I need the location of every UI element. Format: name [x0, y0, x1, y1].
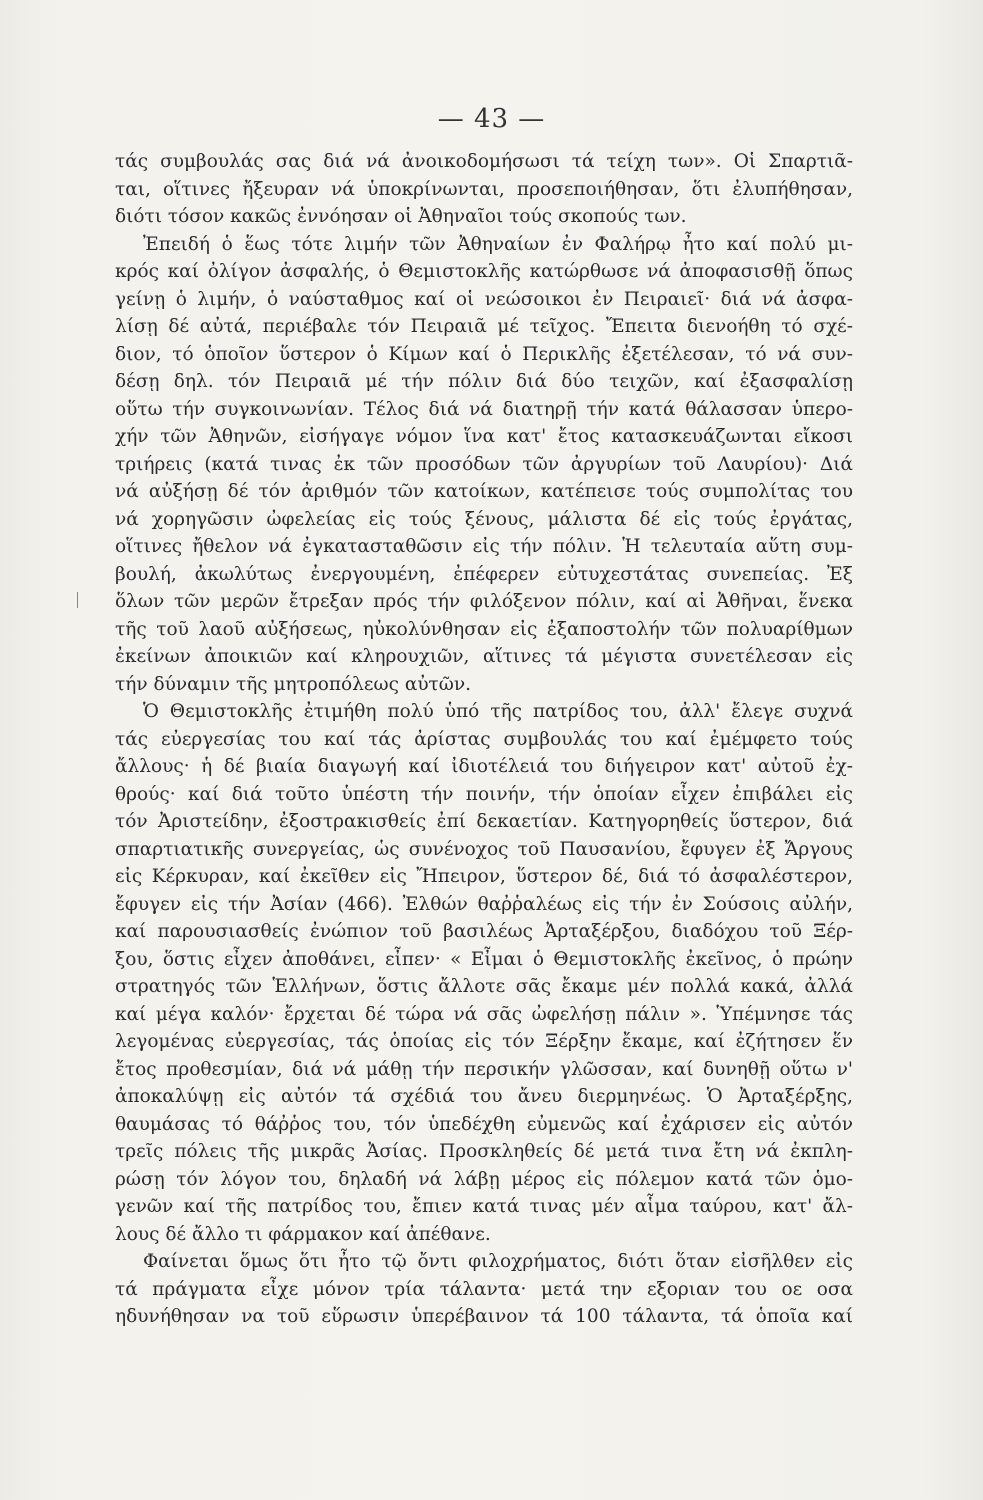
text-line: οὕτω τήν συγκοινωνίαν. Τέλος διά νά διατηρῇ τήν κατά θάλασσαν ὑπερο- [115, 398, 853, 420]
body-text [115, 148, 853, 1331]
margin-mark [77, 592, 78, 608]
text-line: λίσῃ δέ αὐτά, περιέβαλε τόν Πειραιᾶ μέ τεῖχος. Ἔπειτα διενοήθη τό σχέ- [115, 316, 853, 337]
text-line: τήν δύναμιν τῆς μητροπόλεως αὐτῶν. [115, 673, 472, 695]
text-line: στρατηγός τῶν Ἑλλήνων, ὅστις ἄλλοτε σᾶς ἔκαμε μέν πολλά κακά, ἀλλά [115, 976, 853, 997]
text-line: τρεῖς πόλεις τῆς μικρᾶς Ἀσίας. Προσκληθείς δέ μετά τινα ἔτη νά ἐκπλη- [115, 1141, 853, 1162]
text-line: διον, τό ὁποῖον ὕστερον ὁ Κίμων καί ὁ Περικλῆς ἐξετέλεσαν, τό νά συν- [115, 343, 853, 365]
text-line: τῆς τοῦ λαοῦ αὐξήσεως, ηὐκολύνθησαν εἰς ἐξαποστολήν τῶν πολυαρίθμων [115, 618, 853, 640]
page-number: — 43 — [437, 104, 546, 134]
text-line: θαυμάσας τό θάῤῥος του, τόν ὑπεδέχθη εὐμενῶς καί ἐχάρισεν εἰς αὐτόν [115, 1113, 853, 1135]
text-line: οἵτινες ἤθελον νά ἐγκατασταθῶσιν εἰς τήν πόλιν. Ἡ τελευταία αὕτη συμ- [115, 536, 853, 557]
text-line: ρώσῃ τόν λόγον του, δηλαδή νά λάβῃ μέρος εἰς πόλεμον κατά τῶν ὁμο- [115, 1168, 853, 1190]
text-line: τάς εὐεργεσίας του καί τάς ἀρίστας συμβουλάς του καί ἐμέμφετο τούς [115, 728, 853, 750]
text-line: τά πράγματα εἶχε μόνον τρία τάλαντα· μετά την εξοριαν του οε οσα [115, 1278, 853, 1300]
text-line: τόν Ἀριστείδην, ἐξοστρακισθείς ἐπί δεκαετίαν. Κατηγορηθείς ὕστερον, διά [115, 811, 853, 832]
text-line: διότι τόσον κακῶς ἐννόησαν οἱ Ἀθηναῖοι τούς σκοπούς των. [115, 206, 687, 227]
text-line: ἀποκαλύψῃ εἰς αὐτόν τά σχέδιά του ἄνευ διερμηνέως. Ὁ Ἀρταξέρξης, [115, 1086, 853, 1107]
paragraph-start-line: Ὁ Θεμιστοκλῆς ἐτιμήθη πολύ ὑπό τῆς πατρίδος του, ἀλλ' ἔλεγε συχνά [143, 701, 853, 722]
text-line: τάς συμβουλάς σας διά νά ἀνοικοδομήσωσι τά τείχη των». Οἱ Σπαρτιᾶ- [115, 151, 853, 172]
paragraph-start-line: Φαίνεται ὅμως ὅτι ἦτο τῷ ὄντι φιλοχρήματος, διότι ὅταν εἰσῆλθεν εἰς [143, 1251, 853, 1272]
text-line: νά αὐξήσῃ δέ τόν ἀριθμόν τῶν κατοίκων, κατέπεισε τούς συμπολίτας του [115, 481, 853, 502]
paragraph-start-line: Ἐπειδή ὁ ἕως τότε λιμήν τῶν Ἀθηναίων ἐν Φαλήρῳ ἦτο καί πολύ μι- [143, 233, 853, 255]
text-line: ὅλων τῶν μερῶν ἔτρεξαν πρός τήν φιλόξενον πόλιν, καί αἱ Ἀθῆναι, ἕνεκα [115, 591, 853, 612]
text-line: τριήρεις (κατά τινας ἐκ τῶν προσόδων τῶν ἀργυρίων τοῦ Λαυρίου)· Διά [115, 453, 853, 475]
text-line: κρός καί ὀλίγον ἀσφαλής, ὁ Θεμιστοκλῆς κατώρθωσε νά ἀποφασισθῇ ὅπως [115, 261, 853, 282]
text-line: ηδυνήθησαν να τοῦ εὕρωσιν ὑπερέβαινον τά 100 τάλαντα, τά ὁποῖα καί [115, 1306, 853, 1327]
text-line: εἰς Κέρκυραν, καί ἐκεῖθεν εἰς Ἤπειρον, ὕστερον δέ, διά τό ἀσφαλέστερον, [115, 866, 853, 887]
text-line: λεγομένας εὐεργεσίας, τάς ὁποίας εἰς τόν Ξέρξην ἔκαμε, καί ἐζήτησεν ἕν [115, 1031, 853, 1052]
text-line: ἄλλους· ἡ δέ βιαία διαγωγή καί ἰδιοτέλειά του διήγειρον κατ' αὐτοῦ ἐχ- [115, 756, 853, 777]
text-line: ἐκείνων ἀποικιῶν καί κληρουχιῶν, αἵτινες τά μέγιστα συνετέλεσαν εἰς [115, 646, 853, 667]
text-line: χήν τῶν Ἀθηνῶν, εἰσήγαγε νόμον ἵνα κατ' ἔτος κατασκευάζωνται εἴκοσι [115, 426, 853, 447]
text-line: λους δέ ἄλλο τι φάρμακον καί ἀπέθανε. [115, 1223, 491, 1245]
text-line: καί μέγα καλόν· ἔρχεται δέ τώρα νά σᾶς ὠφελήσῃ πάλιν ». Ὑπέμνησε τάς [115, 1003, 853, 1025]
text-line: ἔτος προθεσμίαν, διά νά μάθῃ τήν περσικήν γλῶσσαν, καί δυνηθῇ οὕτω ν' [115, 1058, 853, 1080]
text-line: βουλή, ἀκωλύτως ἐνεργουμένη, ἐπέφερεν εὐτυχεστάτας συνεπείας. Ἐξ [115, 563, 853, 585]
text-line: ἔφυγεν εἰς τήν Ἀσίαν (466). Ἐλθών θαῤῥαλέως εἰς τήν ἐν Σούσοις αὐλήν, [115, 893, 853, 915]
text-line: ται, οἵτινες ἤξευραν νά ὑποκρίνωνται, προσεποιήθησαν, ὅτι ἐλυπήθησαν, [115, 178, 853, 200]
text-line: σπαρτιατικῆς συνεργείας, ὡς συνένοχος τοῦ Παυσανίου, ἔφυγεν ἐξ Ἄργους [115, 838, 853, 860]
text-line: νά χορηγῶσιν ὠφελείας εἰς τούς ξένους, μάλιστα δέ εἰς τούς ἐργάτας, [115, 508, 853, 530]
text-line: καί παρουσιασθείς ἐνώπιον τοῦ βασιλέως Ἀρταξέρξου, διαδόχου τοῦ Ξέρ- [115, 921, 853, 942]
text-line: ξου, ὅστις εἶχεν ἀποθάνει, εἶπεν· « Εἶμαι ὁ Θεμιστοκλῆς ἐκεῖνος, ὁ πρώην [115, 948, 853, 970]
text-line: γενῶν καί τῆς πατρίδος του, ἔπιεν κατά τινας μέν αἷμα ταύρου, κατ' ἄλ- [115, 1196, 853, 1217]
text-line: δέσῃ δηλ. τόν Πειραιᾶ μέ τήν πόλιν διά δύο τειχῶν, καί ἐξασφαλίσῃ [115, 371, 853, 392]
text-line: θρούς· καί διά τοῦτο ὑπέστη τήν ποινήν, τήν ὁποίαν εἶχεν ἐπιβάλει εἰς [115, 783, 853, 805]
text-line: γείνῃ ὁ λιμήν, ὁ ναύσταθμος καί οἱ νεώσοικοι ἐν Πειραιεῖ· διά νά ἀσφα- [115, 288, 853, 310]
